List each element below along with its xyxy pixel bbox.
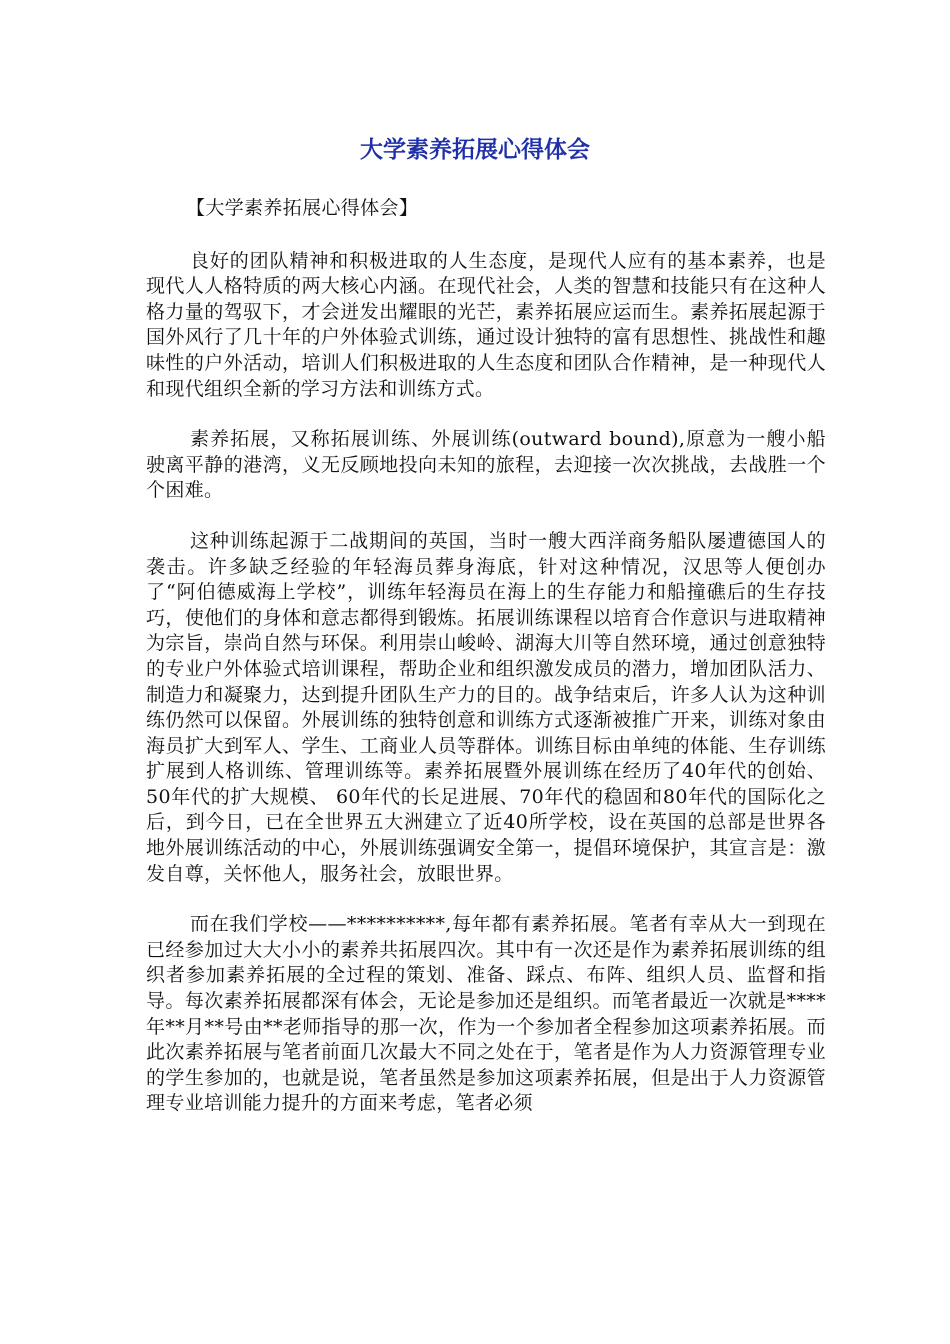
paragraph-1: 良好的团队精神和积极进取的人生态度，是现代人应有的基本素养，也是现代人人格特质的两大核心内涵。在现代社会，人类的智慧和技能只有在这种人格力量的驾驭下，才会迸发出耀眼的光芒，素养拓展应运而生。素养拓展起源于国外风行了几十年的户外体验式训练，通过设计独特的富有思想性、挑战性和趣味性的户外活动，培训人们积极进取的人生态度和团队合作精神，是一种现代人和现代组织全新的学习方法和训练方式。 — [146, 249, 826, 400]
paragraph-2: 素养拓展，又称拓展训练、外展训练(outward bound),原意为一艘小船驶离平静的港湾，义无反顾地投向未知的旅程，去迎接一次次挑战，去战胜一个个困难。 — [146, 428, 826, 502]
paragraph-4: 而在我们学校——**********,每年都有素养拓展。笔者有幸从大一到现在已经参加过大大小小的素养共拓展四次。其中有一次还是作为素养拓展训练的组织者参加素养拓展的全过程的策划、准备、踩点、布阵、组织人员、监督和指导。每次素养拓展都深有体会，无论是参加还是组织。而笔者最近一次就是****年**月**号由**老师指导的那一次，作为一个参加者全程参加这项素养拓展。而此次素养拓展与笔者前面几次最大不同之处在于，笔者是作为人力资源管理专业的学生参加的，也就是说，笔者虽然是参加这项素养拓展，但是出于人力资源管理专业培训能力提升的方面来考虑，笔者必须 — [146, 913, 826, 1115]
document-body — [146, 196, 826, 1142]
paragraph-3: 这种训练起源于二战期间的英国，当时一艘大西洋商务船队屡遭德国人的袭击。许多缺乏经验的年轻海员葬身海底，针对这种情况，汉思等人便创办了“阿伯德威海上学校”，训练年轻海员在海上的生存能力和船撞礁后的生存技巧，使他们的身体和意志都得到锻炼。拓展训练课程以培育合作意识与进取精神为宗旨，崇尚自然与环保。利用崇山峻岭、湖海大川等自然环境，通过创意独特的专业户外体验式培训课程，帮助企业和组织激发成员的潜力，增加团队活力、制造力和凝聚力，达到提升团队生产力的目的。战争结束后，许多人认为这种训练仍然可以保留。外展训练的独特创意和训练方式逐渐被推广开来，训练对象由海员扩大到军人、学生、工商业人员等群体。训练目标由单纯的体能、生存训练扩展到人格训练、管理训练等。素养拓展暨外展训练在经历了40年代的创始、50年代的扩大规模、 60年代的长足进展、70年代的稳固和80年代的国际化之后，到今日，已在全世界五大洲建立了近40所学校，设在英国的总部是世界各地外展训练活动的中心，外展训练强调安全第一，提倡环境保护，其宣言是：激发自尊，关怀他人，服务社会，放眼世界。 — [146, 529, 826, 885]
page-title: 大学素养拓展心得体会 — [360, 137, 590, 163]
subheading: 【大学素养拓展心得体会】 — [186, 197, 419, 219]
